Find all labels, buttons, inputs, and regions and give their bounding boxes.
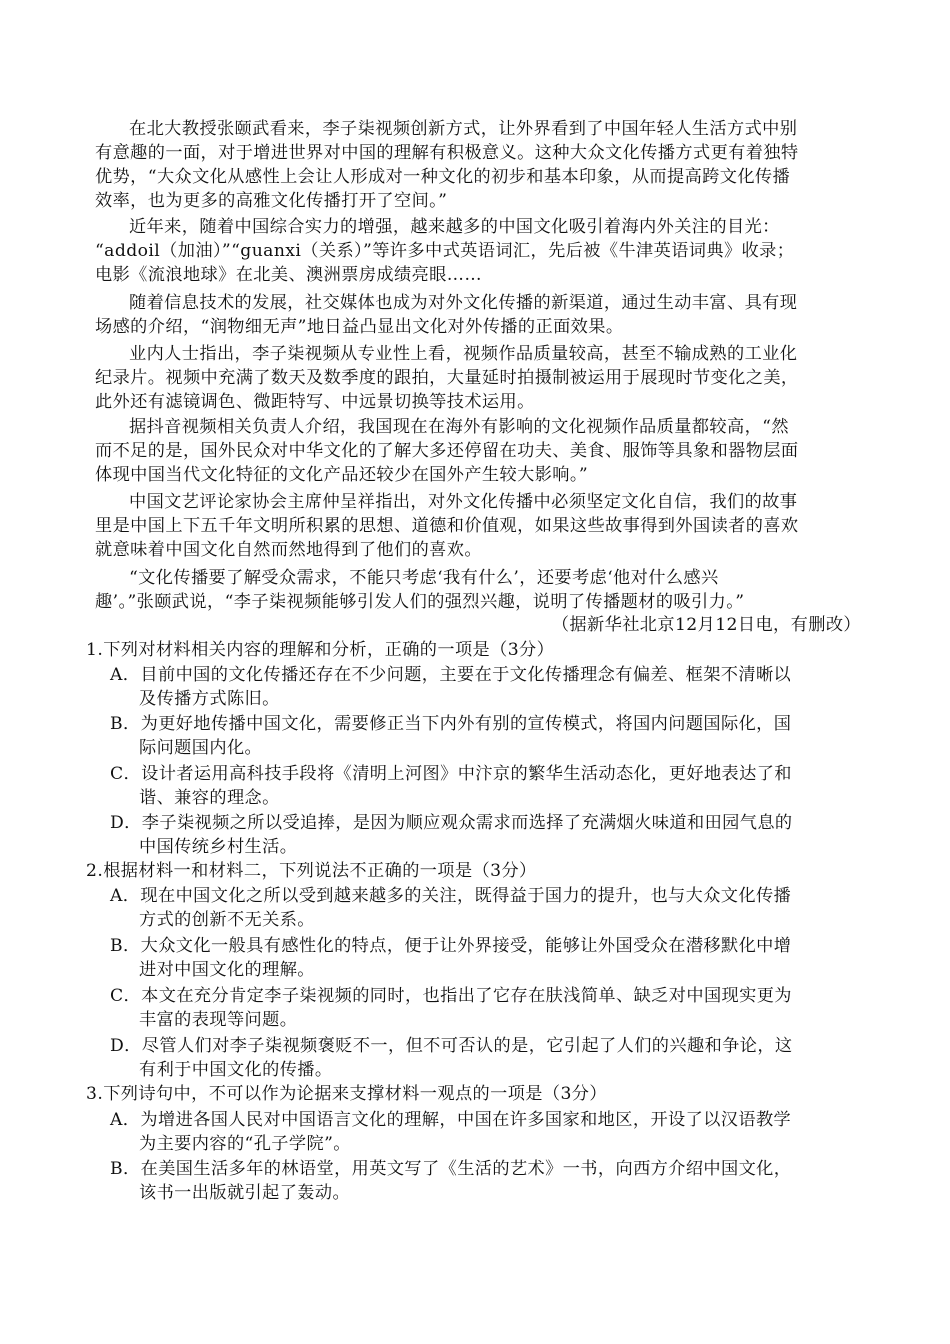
passage-line: 趣’。”张颐武说，“李子柒视频能够引发人们的强烈兴趣，说明了传播题材的吸引力。” [95, 592, 745, 612]
passage-line: 而不足的是，国外民众对中华文化的了解大多还停留在功夫、美食、服饰等具象和器物层面 [95, 441, 799, 461]
passage-line: 此外还有滤镜调色、微距特写、中远景切换等技术运用。 [95, 392, 535, 412]
option-line: 该书一出版就引起了轰动。 [139, 1183, 351, 1203]
option-line: 方式的创新不无关系。 [139, 910, 315, 930]
option-line: 谐、兼容的理念。 [139, 788, 280, 808]
option-line: B．大众文化一般具有感性化的特点，便于让外界接受，能够让外国受众在潜移默化中增 [110, 936, 792, 956]
passage-line: 优势，“大众文化从感性上会让人形成对一种文化的初步和基本印象，从而提高跨文化传播 [95, 167, 791, 187]
option-line: A．目前中国的文化传播还存在不少问题，主要在于文化传播理念有偏差、框架不清晰以 [110, 665, 792, 685]
option-line: B．为更好地传播中国文化，需要修正当下内外有别的宣传模式，将国内问题国际化，国 [110, 714, 792, 734]
option-line: 进对中国文化的理解。 [139, 960, 315, 980]
passage-line: 里是中国上下五千年文明所积累的思想、道德和价值观，如果这些故事得到外国读者的喜欢 [95, 516, 799, 536]
question-stem: 2.根据材料一和材料二，下列说法不正确的一项是（3分） [86, 861, 537, 881]
passage-line: 体现中国当代文化特征的文化产品还较少在国外产生较大影响。” [95, 465, 589, 485]
passage-line: “addoil（加油）”“guanxi（关系）”等许多中式英语词汇，先后被《牛津英语词典》收录； [95, 241, 795, 261]
passage-line: 业内人士指出，李子柒视频从专业性上看，视频作品质量较高，甚至不输成熟的工业化 [129, 344, 798, 364]
question-stem: 1.下列对材料相关内容的理解和分析，正确的一项是（3分） [86, 640, 555, 660]
source-citation: （据新华社北京12月12日电，有删改） [551, 615, 861, 635]
option-line: C．设计者运用高科技手段将《清明上河图》中汴京的繁华生活动态化，更好地表达了和 [110, 764, 792, 784]
option-line: 丰富的表现等问题。 [139, 1010, 298, 1030]
question-stem: 3.下列诗句中，不可以作为论据来支撑材料一观点的一项是（3分） [86, 1084, 607, 1104]
passage-line: 近年来，随着中国综合实力的增强，越来越多的中国文化吸引着海内外关注的目光： [129, 217, 780, 237]
passage-line: 随着信息技术的发展，社交媒体也成为对外文化传播的新渠道，通过生动丰富、具有现 [129, 293, 798, 313]
passage-line: 有意趣的一面，对于增进世界对中国的理解有积极意义。这种大众文化传播方式更有着独特 [95, 143, 799, 163]
passage-line: 就意味着中国文化自然而然地得到了他们的喜欢。 [95, 540, 482, 560]
option-line: 中国传统乡村生活。 [139, 837, 298, 857]
passage-line: 在北大教授张颐武看来，李子柒视频创新方式，让外界看到了中国年轻人生活方式中别 [129, 119, 798, 139]
option-line: 及传播方式陈旧。 [139, 689, 280, 709]
option-line: A．为增进各国人民对中国语言文化的理解，中国在许多国家和地区，开设了以汉语教学 [110, 1110, 792, 1130]
option-line: B．在美国生活多年的林语堂，用英文写了《生活的艺术》一书，向西方介绍中国文化， [110, 1159, 792, 1179]
option-line: 有利于中国文化的传播。 [139, 1060, 333, 1080]
passage-line: 效率，也为更多的高雅文化传播打开了空间。” [95, 191, 448, 211]
passage-line: 电影《流浪地球》在北美、澳洲票房成绩亮眼…… [95, 265, 482, 285]
option-line: A．现在中国文化之所以受到越来越多的关注，既得益于国力的提升，也与大众文化传播 [110, 886, 792, 906]
option-line: 为主要内容的“孔子学院”。 [139, 1134, 351, 1154]
passage-line: 据抖音视频相关负责人介绍，我国现在在海外有影响的文化视频作品质量都较高，“然 [129, 417, 789, 437]
option-line: C．本文在充分肯定李子柒视频的同时，也指出了它存在肤浅简单、缺乏对中国现实更为 [110, 986, 792, 1006]
passage-line: 纪录片。视频中充满了数天及数季度的跟拍，大量延时拍摄制被运用于展现时节变化之美， [95, 368, 799, 388]
option-line: 际问题国内化。 [139, 738, 263, 758]
passage-line: 场感的介绍，“润物细无声”地日益凸显出文化对外传播的正面效果。 [95, 317, 624, 337]
option-line: D．尽管人们对李子柒视频褒贬不一，但不可否认的是，它引起了人们的兴趣和争论，这 [110, 1036, 793, 1056]
option-line: D．李子柒视频之所以受追捧，是因为顺应观众需求而选择了充满烟火味道和田园气息的 [110, 813, 793, 833]
passage-line: 中国文艺评论家协会主席仲呈祥指出，对外文化传播中必须坚定文化自信，我们的故事 [129, 492, 798, 512]
passage-line: “文化传播要了解受众需求，不能只考虑‘我有什么’，还要考虑‘他对什么感兴 [129, 568, 719, 588]
